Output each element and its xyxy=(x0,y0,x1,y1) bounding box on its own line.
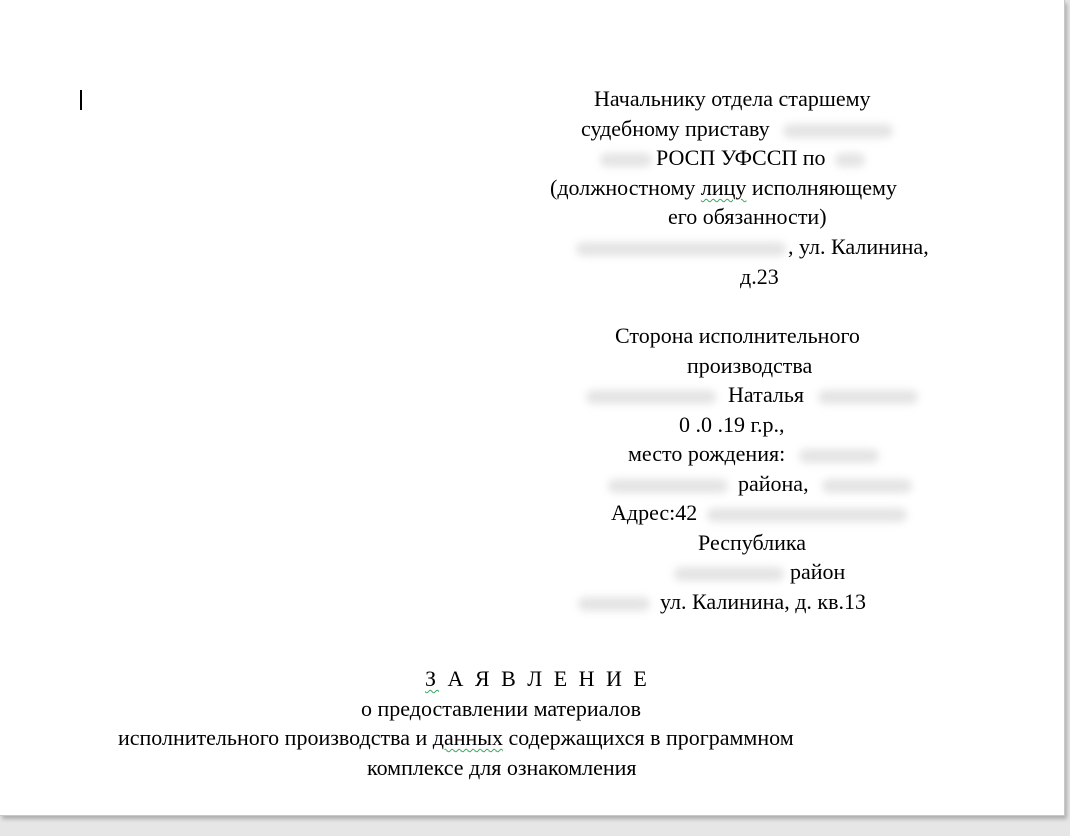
redacted-region xyxy=(608,479,728,493)
party-line-10-text: ул. Калинина, д. кв.13 xyxy=(660,589,866,614)
redacted-region xyxy=(578,597,650,611)
party-line-1: Сторона исполнительного xyxy=(615,323,860,348)
redacted-region xyxy=(822,479,912,493)
title-subtitle-2 xyxy=(118,723,794,753)
redacted-region xyxy=(576,242,786,256)
recipient-line-2 xyxy=(581,114,893,144)
party-line-6-text: района, xyxy=(738,471,809,496)
redacted-region xyxy=(799,449,879,463)
spellcheck-word[interactable]: данных xyxy=(432,725,504,750)
party-line-3 xyxy=(586,380,918,410)
recipient-line-6-text: , ул. Калинина, xyxy=(788,234,929,259)
title-heading xyxy=(425,664,650,694)
party-line-8: Республика xyxy=(698,530,807,555)
recipient-line-4-c: исполняющему xyxy=(746,175,897,200)
recipient-line-7: д.23 xyxy=(740,264,779,289)
title-subtitle-2-a: исполнительного производства и xyxy=(118,725,433,750)
party-line-7 xyxy=(611,498,907,528)
party-line-5 xyxy=(628,439,879,469)
party-line-9 xyxy=(674,557,845,587)
party-line-6 xyxy=(608,469,912,499)
recipient-line-4 xyxy=(550,173,897,203)
redacted-region xyxy=(818,390,918,404)
redacted-region xyxy=(674,567,784,581)
redacted-region xyxy=(586,390,716,404)
recipient-line-6 xyxy=(576,232,929,262)
recipient-line-3-text: РОСП УФССП по xyxy=(656,145,826,170)
redacted-region xyxy=(600,153,652,167)
party-line-9-text: район xyxy=(790,559,846,584)
title-subtitle-1: о предоставлении материалов xyxy=(361,696,642,721)
recipient-line-5: его обязанности) xyxy=(668,204,827,229)
redacted-region xyxy=(835,153,865,167)
title-subtitle-3: комплексе для ознакомления xyxy=(367,755,637,780)
party-line-4: 0 .0 .19 г.р., xyxy=(679,412,785,437)
party-line-3-text: Наталья xyxy=(728,382,805,407)
text-cursor xyxy=(80,90,82,110)
title-subtitle-2-c: содержащихся в программном xyxy=(503,725,794,750)
spellcheck-word[interactable]: лицу xyxy=(700,175,747,200)
spellcheck-word[interactable]: З xyxy=(425,666,440,691)
redacted-region xyxy=(707,508,907,522)
redacted-region xyxy=(783,124,893,138)
recipient-line-2-text: судебному приставу xyxy=(581,116,770,141)
party-line-7-text: Адрес:42 xyxy=(611,500,698,525)
recipient-line-4-a: (должностному xyxy=(550,175,701,200)
party-line-2: производства xyxy=(687,353,813,378)
recipient-line-3 xyxy=(600,143,865,173)
title-heading-text: А Я В Л Е Н И Е xyxy=(439,666,650,691)
recipient-line-1: Начальнику отдела старшему xyxy=(594,86,871,111)
party-line-10 xyxy=(578,587,866,617)
party-line-5-text: место рождения: xyxy=(628,441,786,466)
